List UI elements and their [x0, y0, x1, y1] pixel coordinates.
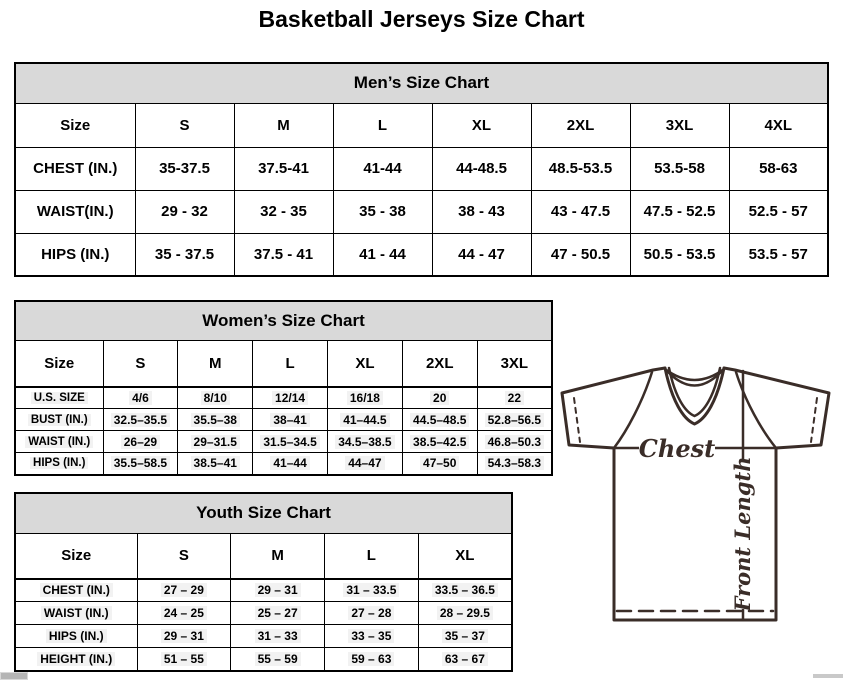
value-cell: 35 - 38 [333, 190, 432, 233]
column-header: M [178, 340, 253, 387]
column-header: 2XL [402, 340, 477, 387]
value-cell: 37.5-41 [234, 147, 333, 190]
value-cell: 4/6 [103, 387, 178, 409]
column-header: M [231, 533, 325, 579]
value-cell: 54.3–58.3 [477, 453, 552, 475]
value-cell: 52.5 - 57 [729, 190, 828, 233]
value-cell: 44-48.5 [432, 147, 531, 190]
horizontal-scrollbar-thumb[interactable] [813, 674, 843, 678]
column-header: XL [327, 340, 402, 387]
value-cell: 50.5 - 53.5 [630, 233, 729, 276]
value-cell: 35.5–38 [178, 409, 253, 431]
value-cell: 24 – 25 [137, 602, 231, 625]
value-cell: 22 [477, 387, 552, 409]
row-label: U.S. SIZE [15, 387, 103, 409]
value-cell: 31.5–34.5 [253, 431, 328, 453]
value-cell: 31 – 33 [231, 625, 325, 648]
value-cell: 52.8–56.5 [477, 409, 552, 431]
jersey-outline-icon [553, 359, 841, 644]
value-cell: 27 – 29 [137, 579, 231, 602]
value-cell: 33 – 35 [325, 625, 419, 648]
value-cell: 32 - 35 [234, 190, 333, 233]
column-header: L [325, 533, 419, 579]
value-cell: 29 - 32 [135, 190, 234, 233]
row-label: WAIST (IN.) [15, 602, 137, 625]
value-cell: 53.5 - 57 [729, 233, 828, 276]
row-label: HIPS (IN.) [15, 233, 135, 276]
value-cell: 55 – 59 [231, 648, 325, 671]
table-row [15, 648, 512, 671]
table-row [15, 579, 512, 602]
value-cell: 41 - 44 [333, 233, 432, 276]
value-cell: 46.8–50.3 [477, 431, 552, 453]
jersey-measurement-diagram [553, 359, 841, 644]
value-cell: 16/18 [327, 387, 402, 409]
row-label: WAIST (IN.) [15, 431, 103, 453]
column-header: XL [432, 103, 531, 147]
value-cell: 35 - 37.5 [135, 233, 234, 276]
value-cell: 47.5 - 52.5 [630, 190, 729, 233]
value-cell: 51 – 55 [137, 648, 231, 671]
value-cell: 29 – 31 [231, 579, 325, 602]
value-cell: 43 - 47.5 [531, 190, 630, 233]
column-header: S [137, 533, 231, 579]
row-label: BUST (IN.) [15, 409, 103, 431]
value-cell: 34.5–38.5 [327, 431, 402, 453]
column-header: Size [15, 103, 135, 147]
table-row [15, 625, 512, 648]
column-header: Size [15, 340, 103, 387]
table-row [15, 431, 552, 453]
value-cell: 25 – 27 [231, 602, 325, 625]
column-header: 3XL [630, 103, 729, 147]
column-header: L [333, 103, 432, 147]
value-cell: 35-37.5 [135, 147, 234, 190]
column-header: Size [15, 533, 137, 579]
youth-size-table [14, 492, 513, 672]
table-title: Women’s Size Chart [15, 301, 552, 340]
value-cell: 48.5-53.5 [531, 147, 630, 190]
table-row [15, 602, 512, 625]
column-header: L [253, 340, 328, 387]
table-row [15, 147, 828, 190]
table-row [15, 409, 552, 431]
value-cell: 59 – 63 [325, 648, 419, 671]
value-cell: 38 - 43 [432, 190, 531, 233]
column-header: 4XL [729, 103, 828, 147]
table-row [15, 233, 828, 276]
value-cell: 12/14 [253, 387, 328, 409]
value-cell: 28 – 29.5 [418, 602, 512, 625]
row-label: CHEST (IN.) [15, 579, 137, 602]
value-cell: 29–31.5 [178, 431, 253, 453]
chest-label: Chest [638, 434, 716, 463]
value-cell: 38.5–41 [178, 453, 253, 475]
row-label: CHEST (IN.) [15, 147, 135, 190]
value-cell: 38–41 [253, 409, 328, 431]
value-cell: 63 – 67 [418, 648, 512, 671]
value-cell: 32.5–35.5 [103, 409, 178, 431]
value-cell: 26–29 [103, 431, 178, 453]
value-cell: 20 [402, 387, 477, 409]
column-header: 3XL [477, 340, 552, 387]
value-cell: 44 - 47 [432, 233, 531, 276]
value-cell: 35.5–58.5 [103, 453, 178, 475]
value-cell: 8/10 [178, 387, 253, 409]
column-header: 2XL [531, 103, 630, 147]
value-cell: 27 – 28 [325, 602, 419, 625]
value-cell: 33.5 – 36.5 [418, 579, 512, 602]
value-cell: 41–44 [253, 453, 328, 475]
row-label: HIPS (IN.) [15, 453, 103, 475]
row-label: HEIGHT (IN.) [15, 648, 137, 671]
table-row [15, 453, 552, 475]
value-cell: 58-63 [729, 147, 828, 190]
column-header: S [135, 103, 234, 147]
table-row [15, 387, 552, 409]
mens-size-table [14, 62, 829, 277]
value-cell: 29 – 31 [137, 625, 231, 648]
value-cell: 35 – 37 [418, 625, 512, 648]
value-cell: 37.5 - 41 [234, 233, 333, 276]
column-header: M [234, 103, 333, 147]
front-length-label: Front Length [730, 456, 755, 612]
value-cell: 41-44 [333, 147, 432, 190]
value-cell: 38.5–42.5 [402, 431, 477, 453]
row-label: WAIST(IN.) [15, 190, 135, 233]
table-title: Men’s Size Chart [15, 63, 828, 103]
value-cell: 41–44.5 [327, 409, 402, 431]
value-cell: 44.5–48.5 [402, 409, 477, 431]
page-title: Basketball Jerseys Size Chart [258, 6, 585, 32]
value-cell: 31 – 33.5 [325, 579, 419, 602]
womens-size-table [14, 300, 553, 476]
row-label: HIPS (IN.) [15, 625, 137, 648]
table-title: Youth Size Chart [15, 493, 512, 533]
column-header: S [103, 340, 178, 387]
value-cell: 47 - 50.5 [531, 233, 630, 276]
value-cell: 44–47 [327, 453, 402, 475]
table-row [15, 190, 828, 233]
value-cell: 53.5-58 [630, 147, 729, 190]
value-cell: 47–50 [402, 453, 477, 475]
column-header: XL [418, 533, 512, 579]
